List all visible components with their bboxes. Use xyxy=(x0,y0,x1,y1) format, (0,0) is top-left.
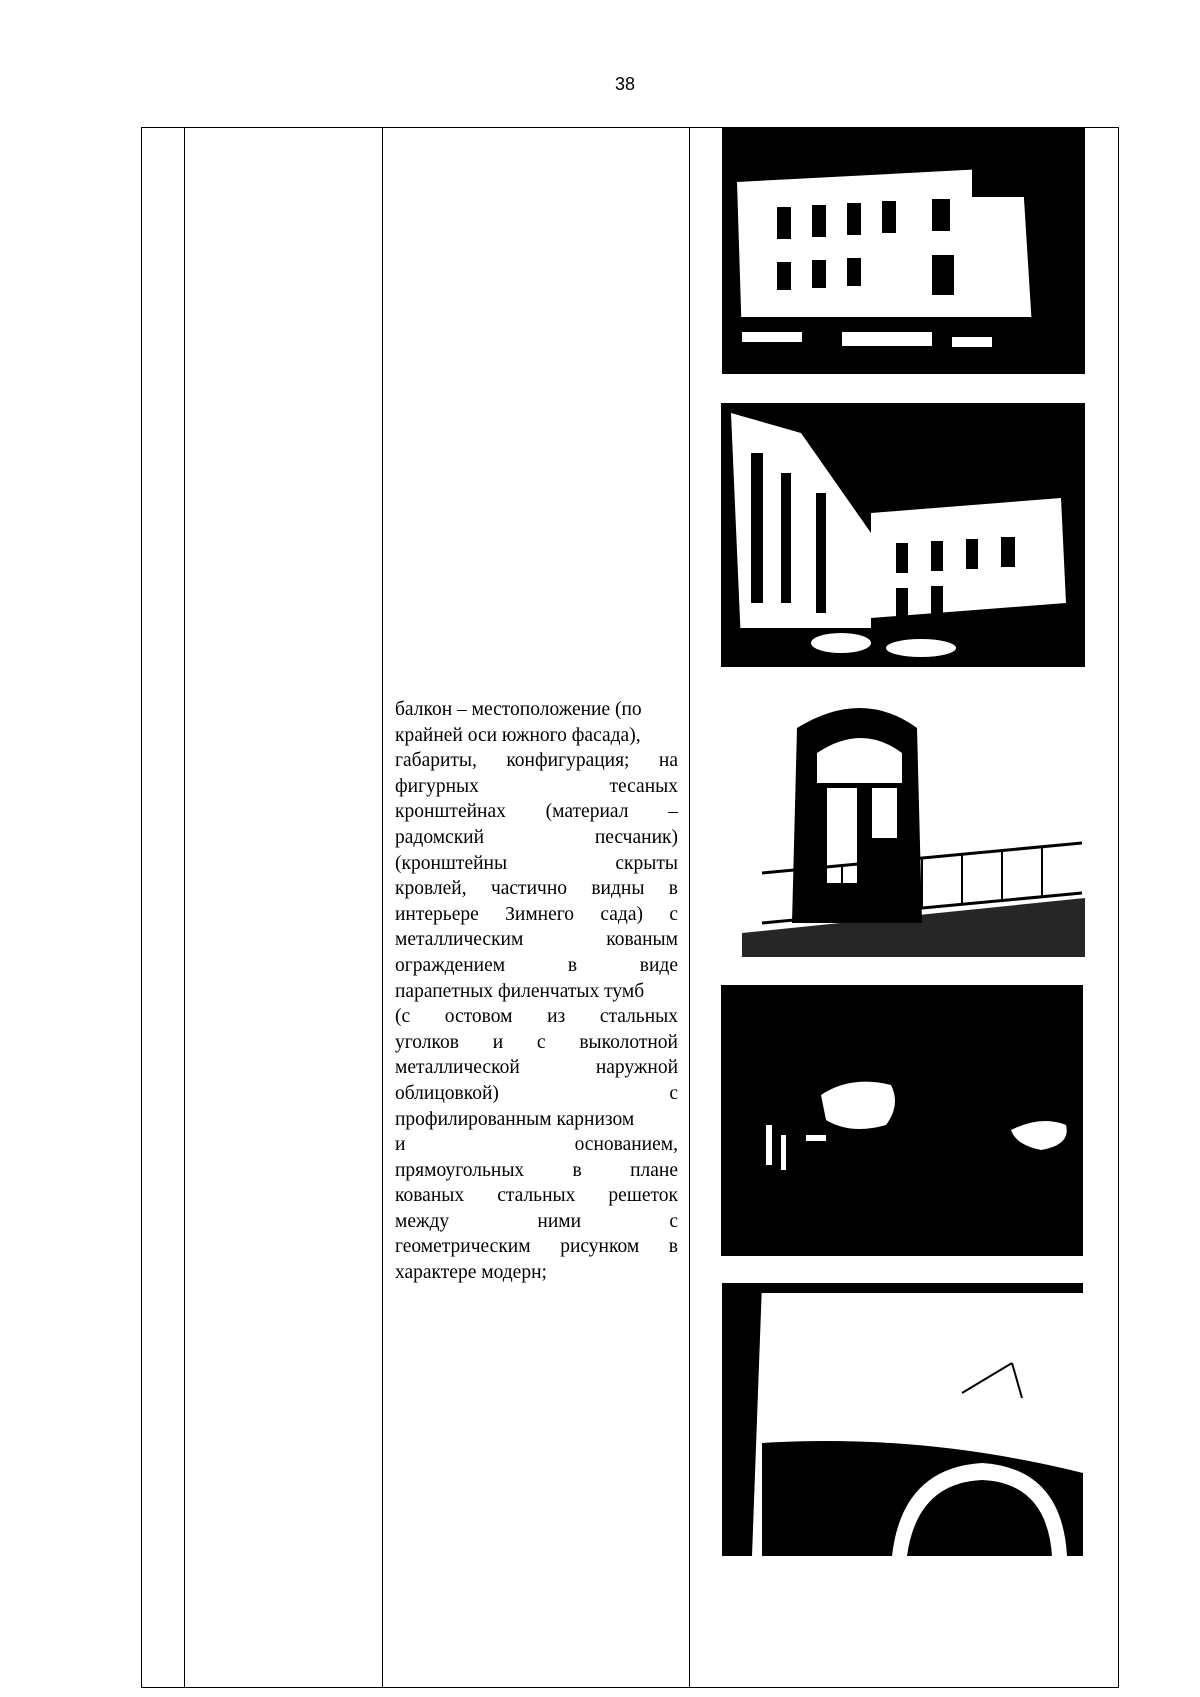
description-word: с xyxy=(669,1082,678,1104)
description-line xyxy=(395,825,678,851)
description-word: в xyxy=(668,878,678,900)
description-word: стальных xyxy=(599,1006,678,1028)
description-line xyxy=(395,927,678,953)
description-word: прямоугольных xyxy=(395,1159,525,1181)
description-word: основанием, xyxy=(574,1134,678,1156)
description-line xyxy=(395,979,678,1005)
description-line xyxy=(395,1132,678,1158)
photo-balcony-with-railing xyxy=(742,693,1085,957)
description-word: кованых xyxy=(395,1185,465,1207)
description-word: (материал xyxy=(545,801,629,823)
table-column-divider xyxy=(382,127,383,1688)
description-word: плане xyxy=(630,1159,678,1181)
description-word: и xyxy=(492,1031,504,1053)
description-word: решеток xyxy=(608,1185,678,1207)
description-word: радомский xyxy=(395,826,485,848)
photo-dark-interior xyxy=(721,985,1083,1256)
page-number: 38 xyxy=(614,74,636,94)
description-word: фигурных xyxy=(395,775,479,797)
table-column-divider xyxy=(184,127,185,1688)
description-word: парапетных филенчатых тумб xyxy=(395,980,645,1002)
description-word: остовом xyxy=(444,1006,513,1028)
description-line xyxy=(395,1107,678,1133)
photo-vaulted-ceiling-arch xyxy=(722,1283,1083,1556)
description-word: (кронштейны xyxy=(395,852,508,874)
description-word: интерьере xyxy=(395,903,479,925)
description-word: кронштейнах xyxy=(395,801,506,823)
description-word: (с xyxy=(395,1006,411,1028)
description-line xyxy=(395,1234,678,1260)
description-line xyxy=(395,1081,678,1107)
description-word: в xyxy=(572,1159,582,1181)
description-line xyxy=(395,774,678,800)
description-line xyxy=(395,876,678,902)
table-column-divider xyxy=(689,127,690,1688)
description-word: кованым xyxy=(606,929,678,951)
description-word: скрыты xyxy=(615,852,678,874)
description-line xyxy=(395,1004,678,1030)
description-word: – xyxy=(668,801,678,823)
description-word: стальных xyxy=(497,1185,576,1207)
description-word: частично xyxy=(490,878,568,900)
description-word: тесаных xyxy=(609,775,678,797)
description-line xyxy=(395,1055,678,1081)
description-line xyxy=(395,953,678,979)
description-word: облицовкой) xyxy=(395,1082,499,1104)
description-word: кровлей, xyxy=(395,878,467,900)
description-word: между xyxy=(395,1210,450,1232)
description-word: габариты, xyxy=(395,750,477,772)
description-word: выколотной xyxy=(579,1031,678,1053)
description-word: с xyxy=(669,1210,678,1232)
description-word: из xyxy=(547,1006,566,1028)
description-word: характере модерн; xyxy=(395,1262,547,1284)
description-word: ними xyxy=(537,1210,582,1232)
description-word: конфигурация; xyxy=(506,750,630,772)
description-word: песчаник) xyxy=(594,826,678,848)
description-word: металлическим xyxy=(395,929,524,951)
description-word: уголков xyxy=(395,1031,459,1053)
description-line xyxy=(395,902,678,928)
description-word: и xyxy=(395,1134,406,1156)
description-line xyxy=(395,1030,678,1056)
description-word: в xyxy=(668,1236,678,1258)
description-line xyxy=(395,1158,678,1184)
description-word: сада) xyxy=(600,903,643,925)
description-line xyxy=(395,748,678,774)
description-word: на xyxy=(658,750,678,772)
description-word: Зимнего xyxy=(505,903,575,925)
description-word: наружной xyxy=(595,1057,678,1079)
description-word: геометрическим xyxy=(395,1236,531,1258)
description-line xyxy=(395,799,678,825)
photo-building-facade-angle-view xyxy=(721,403,1085,667)
description-word: крайней оси южного фасада), xyxy=(395,724,641,746)
element-description xyxy=(395,697,678,1286)
description-word: рисунком xyxy=(560,1236,640,1258)
description-line xyxy=(395,1260,678,1286)
description-line xyxy=(395,851,678,877)
description-word: с xyxy=(536,1031,546,1053)
description-line xyxy=(395,1183,678,1209)
description-line xyxy=(395,697,678,723)
description-word: профилированным карнизом xyxy=(395,1108,635,1130)
description-word: ограждением xyxy=(395,954,506,976)
description-word: с xyxy=(669,903,678,925)
description-word: балкон – местоположение (по xyxy=(395,699,642,720)
description-word: в xyxy=(567,954,578,976)
description-line xyxy=(395,1209,678,1235)
description-word: видны xyxy=(591,878,645,900)
description-line xyxy=(395,723,678,749)
photo-building-courtyard-facade xyxy=(722,127,1085,374)
description-word: виде xyxy=(639,954,678,976)
description-word: металлической xyxy=(395,1057,520,1079)
